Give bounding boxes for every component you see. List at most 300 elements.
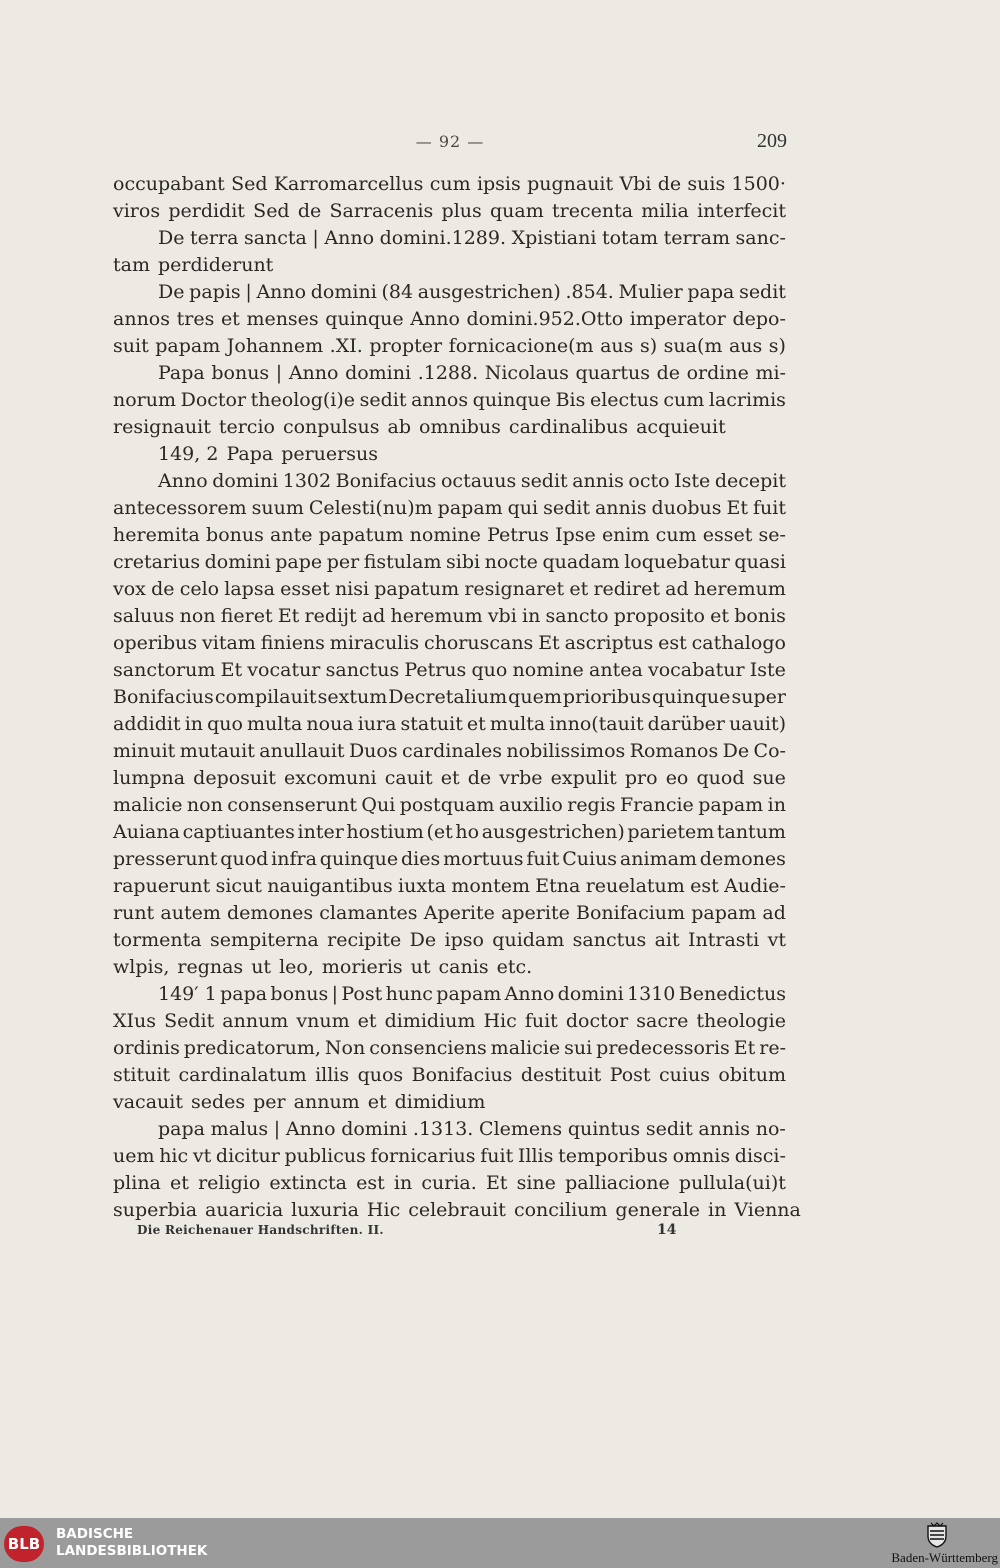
word: nomine	[409, 524, 481, 546]
word: plina	[113, 1172, 161, 1194]
word: est	[356, 1172, 385, 1194]
word: cretarius	[113, 551, 201, 573]
word: octauus	[440, 470, 517, 492]
word: pugnauit	[527, 173, 614, 195]
word: papatum	[374, 578, 460, 600]
word: montem	[451, 875, 530, 897]
text-line	[113, 414, 786, 441]
word: heremum	[390, 605, 483, 627]
word: wlpis,	[113, 956, 170, 978]
word: demones	[699, 848, 786, 870]
word: noua	[306, 713, 354, 735]
word: Doctor	[180, 389, 247, 411]
word: Sed	[253, 200, 290, 222]
text-line	[113, 1008, 786, 1035]
word: per	[253, 1091, 286, 1113]
word: compilauit	[214, 686, 317, 708]
word: ordine	[686, 362, 749, 384]
word: et	[440, 767, 460, 789]
word: duobus	[651, 497, 722, 519]
word: rediret	[593, 578, 660, 600]
word: sedit	[520, 470, 568, 492]
word: Bonifacius	[335, 470, 437, 492]
word: doctor	[565, 1010, 629, 1032]
word: et	[170, 1172, 189, 1194]
text-line	[113, 360, 786, 387]
word: papa	[220, 983, 268, 1005]
word: terram	[663, 227, 730, 249]
word: Francie	[619, 794, 694, 816]
word: Et	[733, 1037, 756, 1059]
word: Vienna	[734, 1199, 801, 1221]
word: dimidium	[394, 1091, 486, 1113]
word: ut	[410, 956, 431, 978]
word: |	[245, 281, 252, 303]
word: reuelatum	[585, 875, 685, 897]
word: demones	[227, 902, 314, 924]
text-line	[113, 306, 786, 333]
text-line	[113, 630, 786, 657]
word: Petrus	[404, 659, 467, 681]
word: sancto	[545, 605, 609, 627]
word: resignauit	[113, 416, 211, 438]
text-line	[113, 711, 786, 738]
word: quem	[508, 686, 562, 708]
word: resignaret	[464, 578, 565, 600]
word: Anno	[285, 1118, 336, 1140]
word: sedes	[190, 1091, 246, 1113]
word: per	[326, 551, 360, 573]
footer-sheet-number: 14	[657, 1222, 677, 1238]
word: sibi	[446, 551, 481, 573]
word: concilium	[513, 1199, 608, 1221]
word: theolog(i)e	[250, 389, 356, 411]
word: domini	[212, 470, 279, 492]
blb-line-2: LANDESBIBLIOTHEK	[56, 1543, 208, 1559]
word: decepit	[714, 470, 786, 492]
word: predecessoris	[596, 1037, 730, 1059]
word: nomine	[512, 659, 584, 681]
word: quod	[696, 767, 745, 789]
word: quinque	[325, 308, 404, 330]
word: vnum	[296, 1010, 350, 1032]
word: .854.	[565, 281, 614, 303]
word: ad	[762, 902, 786, 924]
word: norum	[113, 389, 177, 411]
text-line	[113, 1062, 786, 1089]
word: sedit	[359, 389, 407, 411]
word: annis	[594, 497, 647, 519]
word: domini	[204, 551, 271, 573]
word: ascriptus	[564, 632, 654, 654]
word: quos	[357, 1064, 404, 1086]
word: Intrasti	[688, 929, 760, 951]
word: non	[179, 605, 216, 627]
library-bar	[0, 1518, 1000, 1568]
word: addidit	[113, 713, 181, 735]
word: sanc-	[735, 227, 786, 249]
word: hostium	[346, 821, 424, 843]
text-line	[113, 252, 786, 279]
word: Sed	[231, 173, 268, 195]
word: suum	[251, 497, 304, 519]
word: ipso	[444, 929, 484, 951]
word: |	[312, 227, 319, 249]
word: cuius	[659, 1064, 710, 1086]
word: sanctus	[572, 929, 647, 951]
word: Karromarcellus	[273, 173, 424, 195]
word: Et	[277, 605, 300, 627]
word: nauigantibus	[267, 875, 393, 897]
word: s)	[768, 335, 786, 357]
word: saluus	[113, 605, 175, 627]
word: ausgestrichen)	[481, 821, 625, 843]
text-line	[113, 981, 786, 1008]
word: tantum	[716, 821, 786, 843]
word: tam	[113, 254, 150, 276]
word: non	[186, 794, 223, 816]
word: luxuria	[291, 1199, 359, 1221]
word: cardinales	[402, 740, 502, 762]
word: Co-	[753, 740, 786, 762]
word: stituit	[113, 1064, 171, 1086]
word: interfecit	[697, 200, 786, 222]
word: et	[569, 578, 589, 600]
word: bonis	[734, 605, 786, 627]
word: Decretalium	[388, 686, 508, 708]
word: et	[367, 1091, 387, 1113]
text-line	[113, 1170, 786, 1197]
word: .1313.	[412, 1118, 474, 1140]
word: lapsa	[224, 578, 275, 600]
word: Audie-	[724, 875, 786, 897]
word: darüber	[647, 713, 725, 735]
word: perdidit	[168, 200, 245, 222]
word: .XI.	[329, 335, 363, 357]
word: tormenta	[113, 929, 202, 951]
word: Et	[220, 659, 243, 681]
word: ait	[654, 929, 680, 951]
word: captiuantes	[182, 821, 295, 843]
word: cathalogo	[691, 632, 786, 654]
word: est	[658, 632, 687, 654]
word: finiens	[260, 632, 325, 654]
word: in	[393, 1172, 413, 1194]
word: plus	[441, 200, 482, 222]
word: |	[273, 1118, 281, 1140]
word: lumpna	[113, 767, 186, 789]
word: de	[657, 173, 682, 195]
word: terra	[190, 227, 239, 249]
word: multa	[247, 713, 303, 735]
word: malicie	[490, 1037, 561, 1059]
word: Anno	[504, 983, 555, 1005]
word: clamantes	[319, 902, 418, 924]
text-line	[113, 873, 786, 900]
word: annos	[411, 389, 469, 411]
text-line	[113, 576, 786, 603]
word: fuit	[524, 1010, 558, 1032]
word: domini	[341, 1118, 408, 1140]
word: morieris	[321, 956, 403, 978]
text-line	[113, 198, 786, 225]
word: uauit)	[729, 713, 786, 735]
word: Hic	[366, 1199, 401, 1221]
word: presserunt	[113, 848, 218, 870]
word: temporibus	[558, 1145, 668, 1167]
word: 1500·	[731, 173, 786, 195]
word: autem	[160, 902, 221, 924]
word: regnas	[177, 956, 244, 978]
word: sextum	[317, 686, 388, 708]
word: celo	[179, 578, 220, 600]
word: cardinalatum	[178, 1064, 307, 1086]
word: papam	[437, 497, 503, 519]
word: domini	[345, 362, 412, 384]
word: sedit	[645, 1118, 693, 1140]
word: minuit	[113, 740, 176, 762]
word: in	[708, 1199, 727, 1221]
word: suit	[113, 335, 149, 357]
word: 149′ 1	[158, 983, 217, 1005]
word: Petrus	[487, 524, 549, 546]
word: esset	[702, 524, 753, 546]
text-line	[113, 684, 786, 711]
blb-name[interactable]	[56, 1526, 207, 1560]
word: qui	[507, 497, 539, 519]
text-line	[113, 1089, 786, 1116]
word: 149, 2	[158, 443, 219, 465]
word: antea	[589, 659, 643, 681]
word: religio	[198, 1172, 261, 1194]
word: Anno	[324, 227, 375, 249]
text-line	[113, 927, 786, 954]
word: ante	[270, 524, 313, 546]
word: electus	[589, 389, 659, 411]
word: sui	[564, 1037, 593, 1059]
word: Anno	[410, 308, 460, 330]
word: annis	[572, 470, 624, 492]
bw-crest-icon[interactable]	[926, 1522, 948, 1548]
word: lacrimis	[708, 389, 786, 411]
word: sanctus	[325, 659, 400, 681]
word: loquebatur	[624, 551, 730, 573]
word: parietem	[627, 821, 715, 843]
word: imperator	[629, 308, 726, 330]
word: papam	[698, 794, 764, 816]
word: esset	[280, 578, 330, 600]
word: sempiterna	[209, 929, 319, 951]
word: quod	[220, 848, 269, 870]
word: ho	[455, 821, 480, 843]
word: bonus	[211, 362, 270, 384]
word: quinque	[652, 686, 731, 708]
word: Bonifacius	[113, 686, 214, 708]
word: ad	[361, 605, 386, 627]
word: quo	[207, 713, 243, 735]
word: papatum	[318, 524, 404, 546]
word: milia	[641, 200, 689, 222]
word: publicus	[284, 1145, 366, 1167]
word: ab	[387, 416, 411, 438]
word: sine	[516, 1172, 556, 1194]
word: vitam	[202, 632, 256, 654]
word: statuit	[400, 713, 463, 735]
word: runt	[113, 902, 155, 924]
word: quartus	[575, 362, 650, 384]
word: suis	[687, 173, 726, 195]
word: Duos	[348, 740, 398, 762]
word: quam	[490, 200, 544, 222]
text-line	[113, 495, 786, 522]
word: ipsis	[476, 173, 521, 195]
word: malicie	[113, 794, 183, 816]
text-line	[113, 522, 786, 549]
word: mutauit	[179, 740, 255, 762]
text-line	[113, 225, 786, 252]
word: rapuerunt	[113, 875, 211, 897]
word: .1288.	[417, 362, 479, 384]
word: de	[656, 362, 680, 384]
word: Et	[538, 632, 560, 654]
text-line	[113, 792, 786, 819]
word: mortuus	[443, 848, 524, 870]
word: mi-	[755, 362, 786, 384]
word: et	[710, 605, 730, 627]
word: operibus	[113, 632, 198, 654]
word: nobilissimos	[506, 740, 626, 762]
text-line	[113, 333, 786, 360]
word: annos	[113, 308, 170, 330]
word: s)	[639, 335, 658, 357]
word: vacauit	[113, 1091, 183, 1113]
text-line	[113, 846, 786, 873]
text-line	[113, 171, 786, 198]
page-number-right: 209	[757, 130, 787, 152]
word: pape	[275, 551, 323, 573]
word: recipite	[327, 929, 402, 951]
word: 1302	[282, 470, 332, 492]
word: Papa	[158, 362, 205, 384]
word: in	[767, 794, 786, 816]
text-line	[113, 1116, 786, 1143]
word: papam	[155, 335, 221, 357]
word: fuit	[753, 497, 786, 519]
word: vox	[113, 578, 146, 600]
word: De	[722, 740, 750, 762]
word: est	[690, 875, 719, 897]
word: (et	[426, 821, 453, 843]
word: nisi	[334, 578, 370, 600]
word: domini.952.Otto	[466, 308, 624, 330]
word: aus	[600, 335, 634, 357]
word: Post	[609, 1064, 651, 1086]
word: perdiderunt	[157, 254, 274, 276]
word: |	[331, 983, 339, 1005]
word: illis	[315, 1064, 350, 1086]
word: depo-	[732, 308, 786, 330]
blb-logo-icon[interactable]: BLB	[4, 1526, 44, 1562]
word: papa	[158, 1118, 205, 1140]
word: papam	[436, 983, 502, 1005]
word: omnibus	[419, 416, 501, 438]
word: Nicolaus	[484, 362, 569, 384]
word: bonus	[206, 524, 264, 546]
word: Etna	[535, 875, 581, 897]
word: Et	[726, 497, 749, 519]
word: Bonifacius	[411, 1064, 513, 1086]
word: fornicarius	[370, 1145, 476, 1167]
word: Cuius	[562, 848, 618, 870]
word: curia.	[421, 1172, 477, 1194]
word: in	[522, 605, 541, 627]
footer-source: Die Reichenauer Handschriften. II.	[137, 1223, 384, 1237]
text-line	[113, 279, 786, 306]
word: nocte	[484, 551, 538, 573]
word: domini	[310, 281, 377, 303]
word: quinque	[472, 389, 552, 411]
word: quintus	[567, 1118, 641, 1140]
word: Iste	[749, 659, 786, 681]
word: annum	[293, 1091, 360, 1113]
word: sedit	[543, 497, 590, 519]
word: palliacione	[565, 1172, 670, 1194]
word: prioribus	[562, 686, 651, 708]
word: miraculis	[329, 632, 420, 654]
word: Qui	[361, 794, 396, 816]
word: Mulier	[618, 281, 683, 303]
word: Auiana	[113, 821, 180, 843]
text-line	[113, 441, 786, 468]
word: hunc	[385, 983, 433, 1005]
word: cum	[663, 389, 705, 411]
word: Iste	[674, 470, 711, 492]
word: sanctorum	[113, 659, 216, 681]
word: pullula(ui)t	[678, 1172, 786, 1194]
word: inter	[297, 821, 344, 843]
word: menses	[246, 308, 319, 330]
word: regis	[567, 794, 616, 816]
word: De	[158, 281, 185, 303]
word: papa	[687, 281, 735, 303]
word: fuit	[480, 1145, 514, 1167]
manuscript-text	[113, 171, 801, 1224]
word: choruscans	[423, 632, 534, 654]
word: occupabant	[113, 173, 225, 195]
word: infra	[271, 848, 317, 870]
word: expulit	[550, 767, 617, 789]
word: sicut	[215, 875, 262, 897]
word: viros	[113, 200, 161, 222]
word: Anno	[158, 470, 208, 492]
word: enim	[601, 524, 650, 546]
word: hic	[159, 1145, 189, 1167]
word: deposuit	[193, 767, 276, 789]
word: Romanos	[629, 740, 719, 762]
word: tercio	[218, 416, 275, 438]
word: sedit	[739, 281, 786, 303]
word: de	[151, 578, 175, 600]
word: consenserunt	[227, 794, 357, 816]
word: omnis	[672, 1145, 731, 1167]
word: Non	[324, 1037, 366, 1059]
word: antecessorem	[113, 497, 247, 519]
word: excomuni	[284, 767, 377, 789]
word: conpulsus	[282, 416, 380, 438]
word: aus	[728, 335, 763, 357]
word: Hic	[483, 1010, 517, 1032]
word: sacre	[636, 1010, 689, 1032]
